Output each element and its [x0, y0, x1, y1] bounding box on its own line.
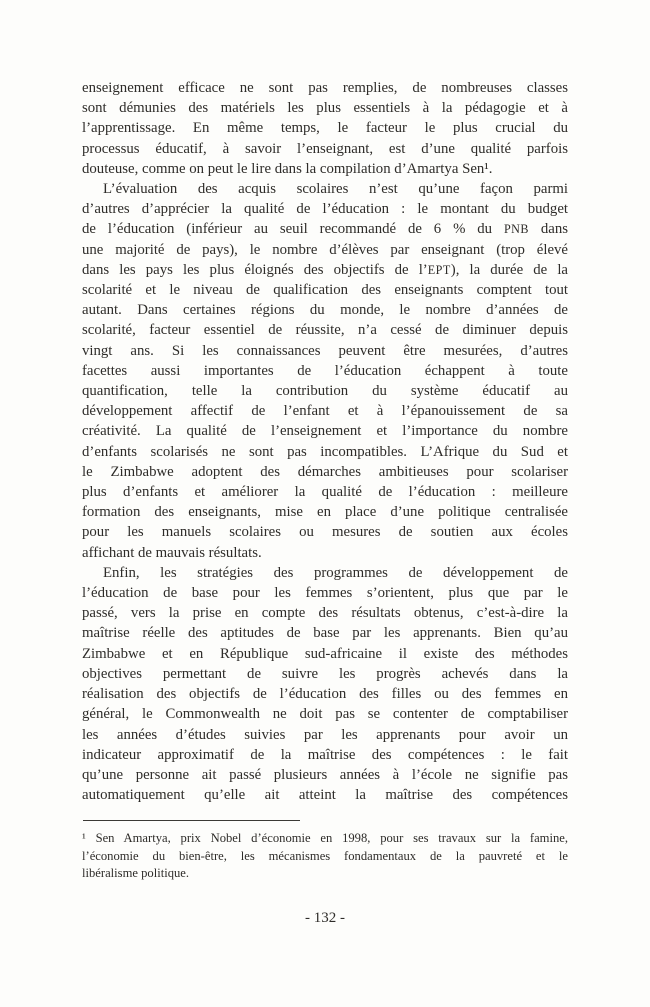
text-line: développement affectif de l’enfant et à l’épanouissement de sa — [82, 403, 568, 420]
footnote-line: ¹ Sen Amartya, prix Nobel d’économie en 1998, pour ses travaux sur la famine, — [82, 831, 568, 845]
text-line: facettes aussi importantes de l’éducation échappent à toute — [82, 362, 568, 379]
text-line: pour les manuels scolaires ou mesures de soutien aux écoles — [82, 524, 568, 541]
text-line: vingt ans. Si les connaissances peuvent être mesurées, d’autres — [82, 342, 568, 359]
text-line: quantification, telle la contribution du système éducatif au — [82, 383, 568, 400]
text-line: enseignement efficace ne sont pas remplies, de nombreuses classes — [82, 80, 568, 96]
small-caps: PNB — [503, 222, 529, 237]
text-line: d’autres d’apprécier la qualité de l’éducation : le montant du budget — [82, 201, 568, 218]
footnote-line: l’économie du bien-être, les mécanismes fondamentaux de la pauvreté et le — [82, 848, 568, 863]
text-line: automatiquement qu’elle ait atteint la maîtrise des compétences — [82, 787, 568, 804]
text-line: Enfin, les stratégies des programmes de développement de — [103, 564, 568, 581]
text-line: scolarité, facteur essentiel de réussite, n’a cessé de diminuer depuis — [82, 322, 568, 339]
text-line: formation des enseignants, mise en place d’une politique centralisée — [82, 504, 568, 521]
text-line: qu’une personne ait passé plusieurs années à l’école ne signifie pas — [82, 766, 568, 783]
text-line: réalisation des objectifs de l’éducation des filles ou des femmes en — [82, 686, 568, 703]
text-line: sont démunies des matériels les plus essentiels à la pédagogie et à — [82, 100, 568, 117]
text-line: maîtrise réelle des aptitudes de base par les apprenants. Bien qu’au — [82, 625, 568, 642]
text-line: processus éducatif, à savoir l’enseignant, est d’une qualité parfois — [82, 140, 568, 157]
text-line: douteuse, comme on peut le lire dans la compilation d’Amartya Sen¹. — [82, 160, 493, 177]
text-line: l’apprentissage. En même temps, le facteur le plus crucial du — [82, 120, 568, 137]
text-line: scolarité et le niveau de qualification des enseignants comptent tout — [82, 282, 568, 299]
footnote-line: libéralisme politique. — [82, 866, 190, 881]
text-line: les années d’études suivies par les apprenants pour avoir un — [82, 726, 568, 743]
text-line: affichant de mauvais résultats. — [82, 544, 262, 561]
text-line: Zimbabwe et en République sud-africaine il existe des méthodes — [82, 645, 568, 662]
text-line: l’éducation de base pour les femmes s’orientent, plus que par le — [82, 585, 568, 602]
text-line: passé, vers la prise en compte des résultats obtenus, c’est-à-dire la — [82, 605, 568, 622]
footnote-text — [82, 830, 568, 883]
text-line: L’évaluation des acquis scolaires n’est qu’une façon parmi — [103, 181, 568, 198]
text-line: le Zimbabwe adoptent des démarches ambitieuses pour scolariser — [82, 463, 568, 480]
body-text — [82, 78, 568, 805]
footnote-separator — [83, 820, 300, 821]
text-line: objectives permettant de suivre les progrès achevés dans la — [82, 665, 568, 682]
page-number: - 132 - — [305, 910, 345, 926]
small-caps: EPT — [427, 262, 451, 277]
text-line: autant. Dans certaines régions du monde, le nombre d’années de — [82, 302, 568, 319]
text-line: une majorité de pays), le nombre d’élèves par enseignant (trop élevé — [82, 241, 568, 258]
text-line: général, le Commonwealth ne doit pas se contenter de comptabiliser — [82, 706, 568, 723]
text-line: plus d’enfants et améliorer la qualité de l’éducation : meilleure — [82, 484, 568, 501]
text-line: d’enfants scolarisés ne sont pas incompatibles. L’Afrique du Sud et — [82, 443, 568, 460]
text-line: de l’éducation (inférieur au seuil recommandé de 6 % du PNB dans — [82, 221, 568, 238]
text-line: dans les pays les plus éloignés des objectifs de l’EPT), la durée de la — [82, 261, 569, 278]
text-line: créativité. La qualité de l’enseignement et l’importance du nombre — [82, 423, 568, 440]
text-line: indicateur approximatif de la maîtrise des compétences : le fait — [82, 746, 568, 763]
